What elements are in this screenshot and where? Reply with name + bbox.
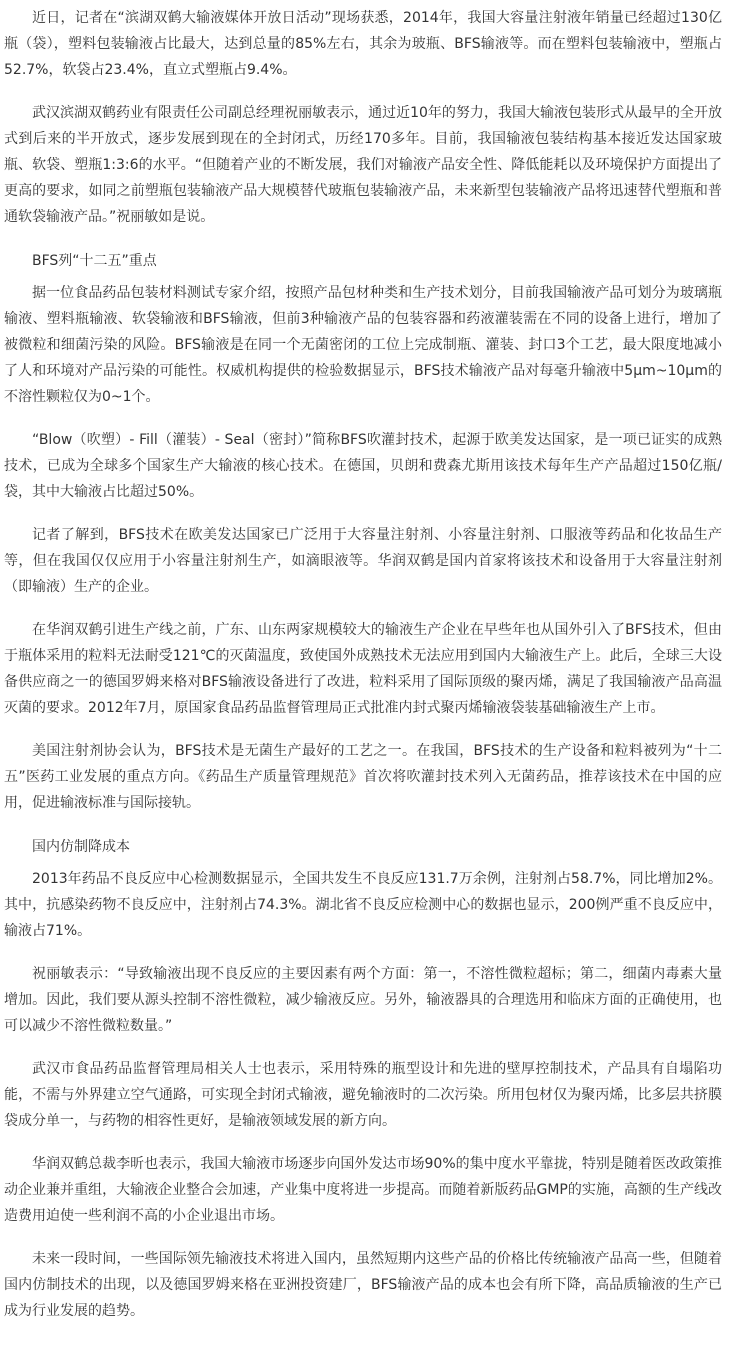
paragraph-5: 记者了解到，BFS技术在欧美发达国家已广泛用于大容量注射剂、小容量注射剂、口服液等药品和化妆品生产等，但在我国仅仅应用于小容量注射剂生产，如滴眼液等。华润双鹤是国内首家将该技术和设备用于大容量注射剂（即输液）生产的企业。 [4, 527, 722, 595]
paragraph-11: 华润双鹤总裁李昕也表示，我国大输液市场逐步向国外发达市场90%的集中度水平靠拢，特别是随着医改政策推动企业兼并重组，大输液企业整合会加速，产业集中度将进一步提高。而随着新版药品GMP的实施，高额的生产线改造费用迫使一些利润不高的小企业退出市场。 [4, 1156, 722, 1224]
paragraph-12: 未来一段时间，一些国际领先输液技术将进入国内，虽然短期内这些产品的价格比传统输液产品高一些，但随着国内仿制技术的出现，以及德国罗姆来格在亚洲投资建厂，BFS输液产品的成本也会有所下降，高品质输液的生产已成为行业发展的趋势。 [4, 1251, 722, 1319]
paragraph-8: 2013年药品不良反应中心检测数据显示，全国共发生不良反应131.7万余例，注射剂占58.7%，同比增加2%。其中，抗感染药物不良反应中，注射剂占74.3%。湖北省不良反应检测中心的数据也显示，200例严重不良反应中，输液占71%。 [4, 871, 722, 939]
paragraph-2: 武汉滨湖双鹤药业有限责任公司副总经理祝丽敏表示，通过近10年的努力，我国大输液包装形式从最早的全开放式到后来的半开放式，逐步发展到现在的全封闭式，历经170多年。目前，我国输液包装结构基本接近发达国家玻瓶、软袋、塑瓶1:3:6的水平。“但随着产业的不断发展，我们对输液产品安全性、降低能耗以及环境保护方面提出了更高的要求，如同之前塑瓶包装输液产品大规模替代玻瓶包装输液产品，未来新型包装输液产品将迅速替代塑瓶和普通软袋输液产品。”祝丽敏如是说。 [4, 105, 722, 225]
paragraph-1: 近日，记者在“滨湖双鹤大输液媒体开放日活动”现场获悉，2014年，我国大容量注射液年销量已经超过130亿瓶（袋），塑料包装输液占比最大，达到总量的85%左右，其余为玻瓶、BFS输液等。而在塑料包装输液中，塑瓶占52.7%，软袋占23.4%，直立式塑瓶占9.4%。 [4, 10, 722, 78]
paragraph-7: 美国注射剂协会认为，BFS技术是无菌生产最好的工艺之一。在我国，BFS技术的生产设备和粒料被列为“十二五”医药工业发展的重点方向。《药品生产质量管理规范》首次将吹灌封技术列入无菌药品，推荐该技术在中国的应用，促进输液标准与国际接轨。 [4, 743, 722, 811]
paragraph-4: “Blow（吹塑）- Fill（灌装）- Seal（密封）”简称BFS吹灌封技术，起源于欧美发达国家，是一项已证实的成熟技术，已成为全球多个国家生产大输液的核心技术。在德国，贝朗和费森尤斯用该技术每年生产产品超过150亿瓶/袋，其中大输液占比超过50%。 [4, 432, 722, 500]
section-heading-domestic: 国内仿制降成本 [32, 839, 130, 855]
paragraph-9: 祝丽敏表示：“导致输液出现不良反应的主要因素有两个方面：第一，不溶性微粒超标；第二，细菌内毒素大量增加。因此，我们要从源头控制不溶性微粒，减少输液反应。另外，输液器具的合理选用和临床方面的正确使用，也可以减少不溶性微粒数量。” [4, 966, 722, 1034]
section-heading-bfs: BFS列“十二五”重点 [32, 253, 157, 269]
paragraph-10: 武汉市食品药品监督管理局相关人士也表示，采用特殊的瓶型设计和先进的壁厚控制技术，产品具有自塌陷功能，不需与外界建立空气通路，可实现全封闭式输液，避免输液时的二次污染。所用包材仅为聚丙烯，比多层共挤膜袋成分单一，与药物的相容性更好，是输液领域发展的新方向。 [4, 1061, 722, 1129]
paragraph-6: 在华润双鹤引进生产线之前，广东、山东两家规模较大的输液生产企业在早些年也从国外引入了BFS技术，但由于瓶体采用的粒料无法耐受121℃的灭菌温度，致使国外成熟技术无法应用到国内大输液生产上。此后，全球三大设备供应商之一的德国罗姆来格对BFS输液设备进行了改进，粒料采用了国际顶级的聚丙烯，满足了我国输液产品高温灭菌的要求。2012年7月，原国家食品药品监督管理局正式批准内封式聚丙烯输液袋装基础输液生产上市。 [4, 622, 722, 716]
paragraph-3: 据一位食品药品包装材料测试专家介绍，按照产品包材种类和生产技术划分，目前我国输液产品可划分为玻璃瓶输液、塑料瓶输液、软袋输液和BFS输液，但前3种输液产品的包装容器和药液灌装需在不同的设备上进行，增加了被微粒和细菌污染的风险。BFS输液是在同一个无菌密闭的工位上完成制瓶、灌装、封口3个工艺，最大限度地减小了人和环境对产品污染的可能性。权威机构提供的检验数据显示，BFS技术输液产品对每毫升输液中5μm~10μm的不溶性颗粒仅为0~1个。 [4, 285, 722, 405]
